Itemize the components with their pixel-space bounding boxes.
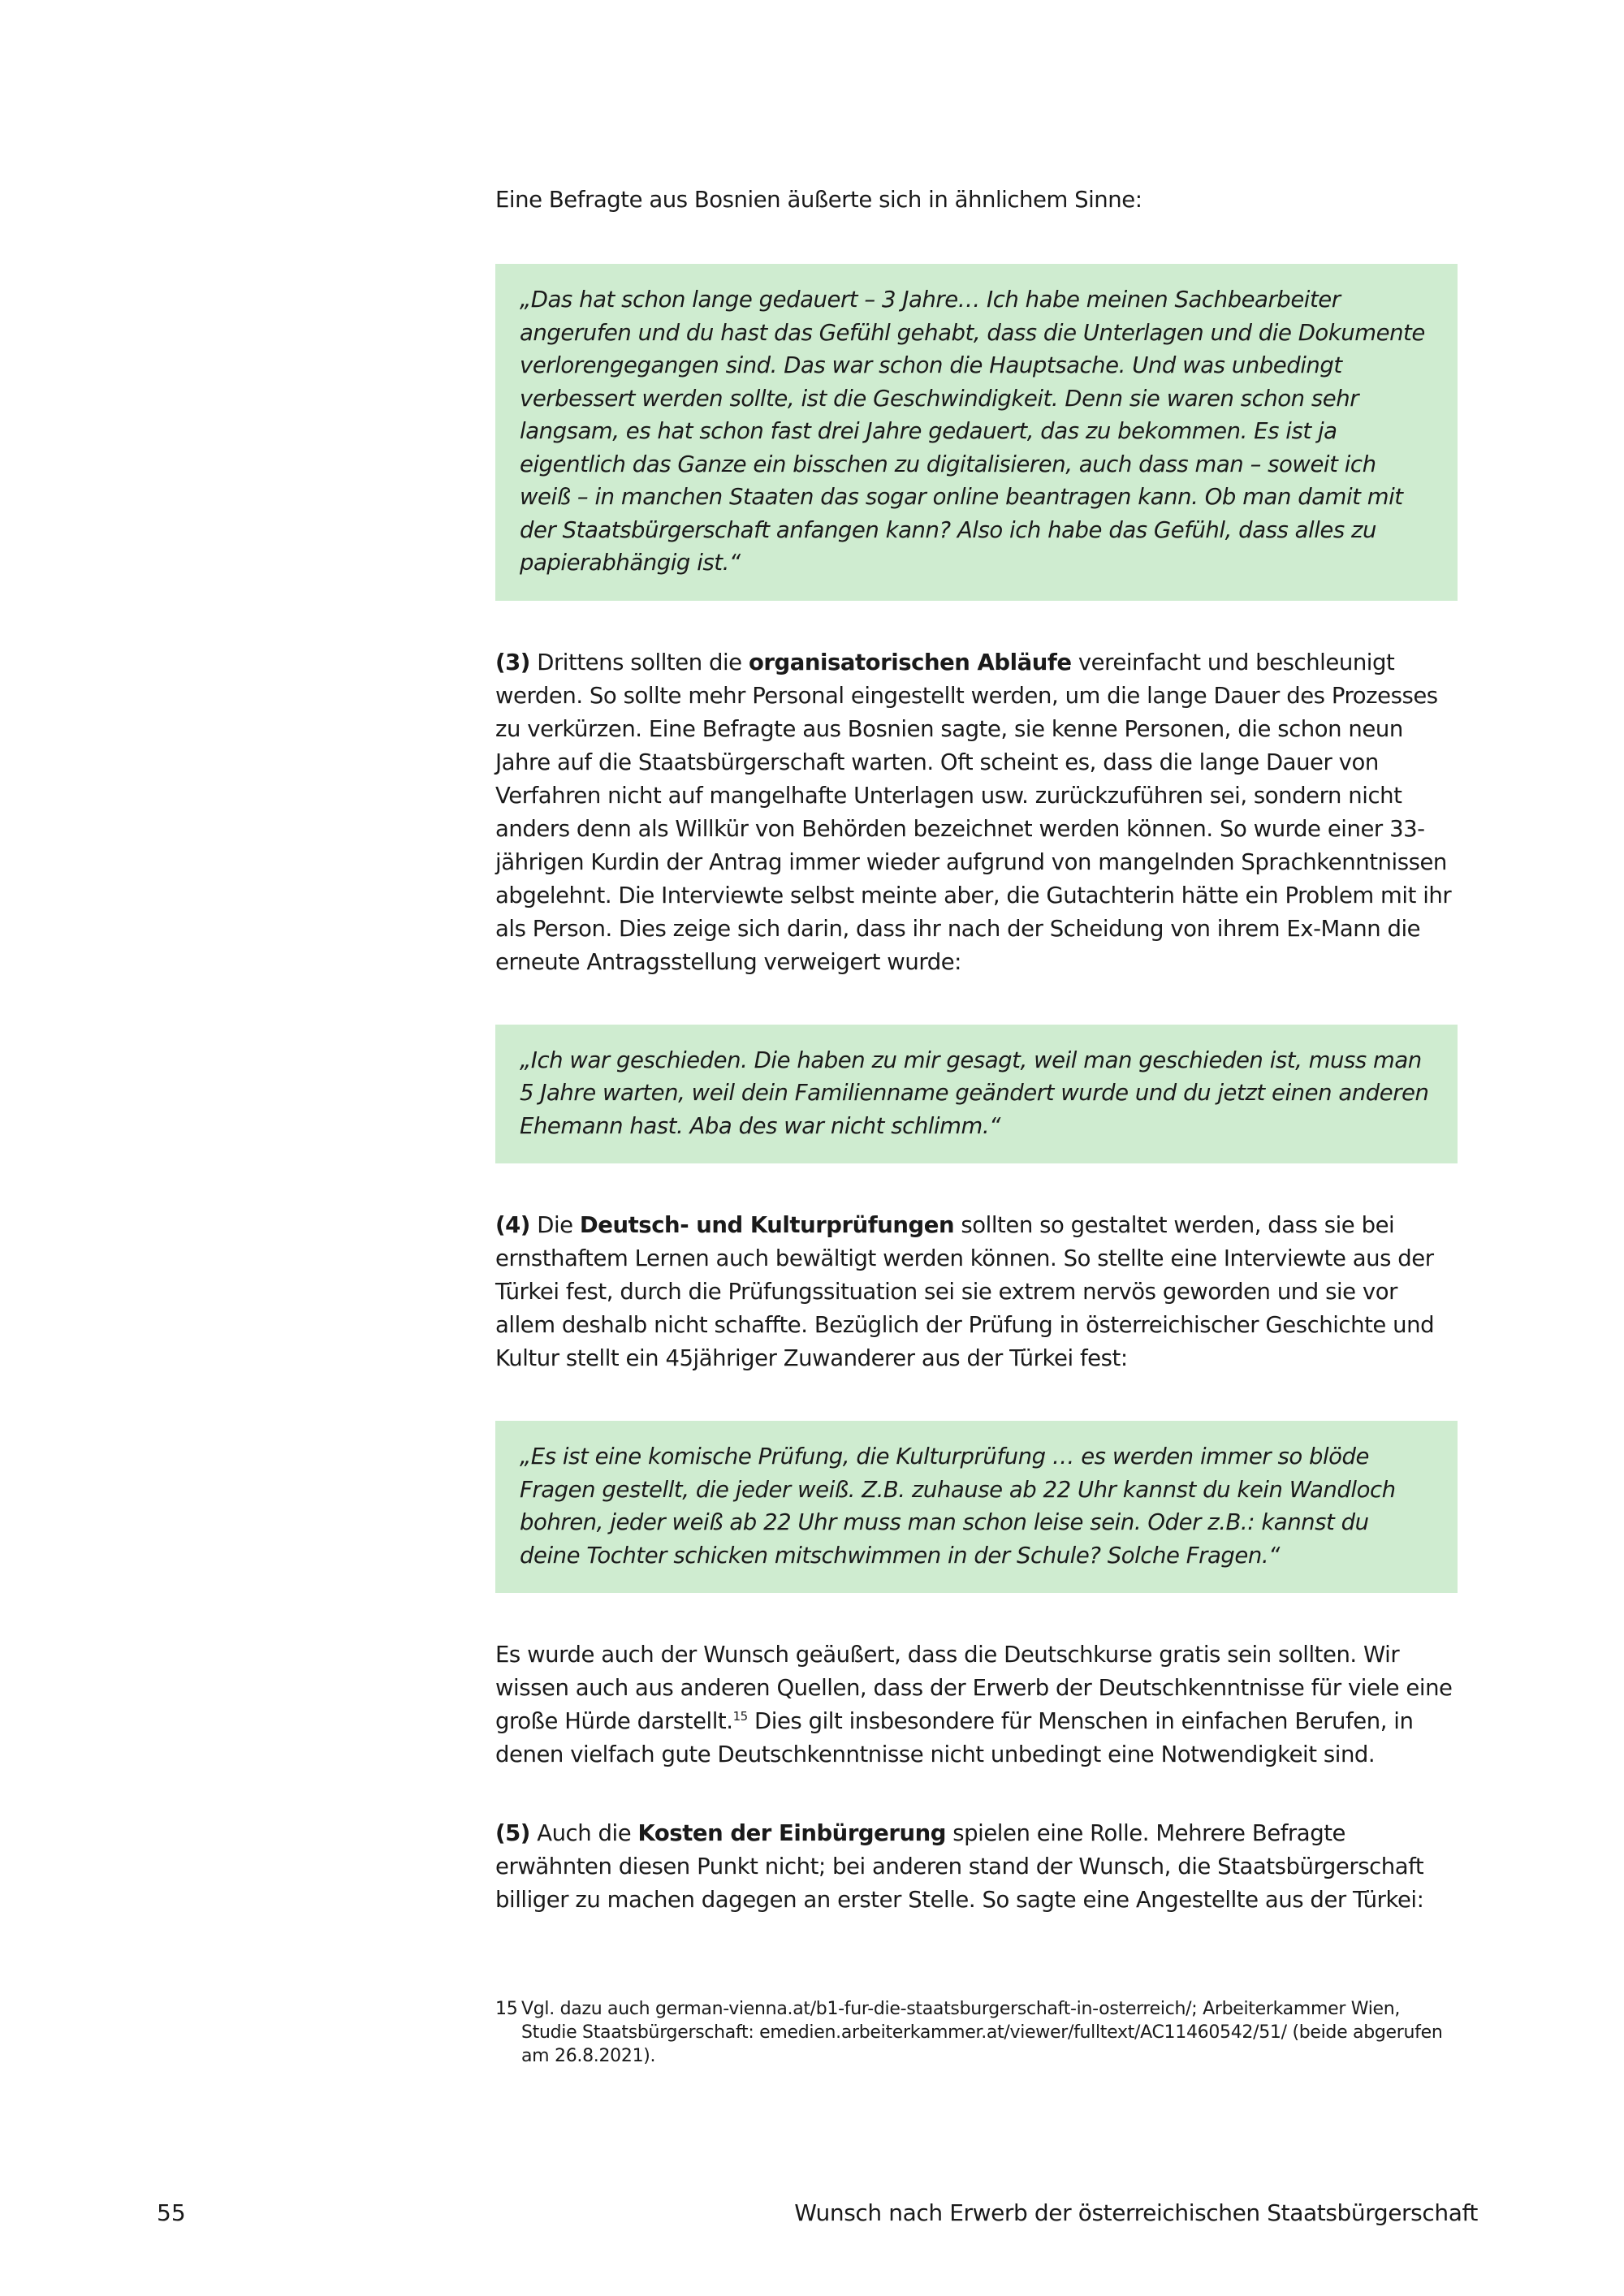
page-number: 55 bbox=[157, 2199, 186, 2226]
paragraph-4-number: (4) bbox=[495, 1212, 530, 1238]
paragraph-4-keyword: Deutsch- und Kulturprüfungen bbox=[579, 1212, 955, 1238]
paragraph-3-lead: Drittens sollten die bbox=[529, 649, 749, 675]
quote-block-2 bbox=[495, 1025, 1458, 1164]
running-title: Wunsch nach Erwerb der österreichischen Staatsbürgerschaft bbox=[794, 2199, 1478, 2226]
quote-text-1: „Das hat schon lange gedauert – 3 Jahre… Ich habe meinen Sachbearbeiter angerufen und du hast das Gefühl gehabt, dass die Unterlagen und die Dokumente verlorengegangen sind. Das war schon die Hauptsache. Und was unbedingt verbessert werden sollte, ist die Geschwindigkeit. Denn sie waren schon sehr langsam, es hat schon fast drei Jahre gedauert, das zu bekommen. Es ist ja eigentlich das Ganze ein bisschen zu digitalisieren, auch dass man – soweit ich weiß – in manchen Staaten das sogar online beantragen kann. Ob man damit mit der Staatsbürgerschaft anfangen kann? Also ich habe das Gefühl, dass alles zu papierabhängig ist.“ bbox=[520, 287, 1425, 576]
quote-block-3 bbox=[495, 1421, 1458, 1593]
footnote-reference[interactable]: 15 bbox=[732, 1708, 748, 1724]
paragraph-wish bbox=[495, 1638, 1458, 1772]
paragraph-wish-text-rest: Dies gilt insbesondere für Menschen in einfachen Berufen, in denen vielfach gute Deutschkenntnisse nicht unbedingt eine Notwendigkeit sind. bbox=[495, 1708, 1414, 1767]
quote-text-3: „Es ist eine komische Prüfung, die Kulturprüfung … es werden immer so blöde Fragen gestellt, die jeder weiß. Z.B. zuhause ab 22 Uhr kannst du kein Wandloch bohren, jeder weiß ab 22 Uhr muss man schon leise sein. Oder z.B.: kannst du deine Tochter schicken mitschwimmen in der Schule? Solche Fragen.“ bbox=[520, 1444, 1396, 1569]
paragraph-5-text: spielen eine Rolle. Mehrere Befragte erwähnten diesen Punkt nicht; bei anderen stand der Wunsch, die Staatsbürgerschaft billiger zu machen dagegen an erster Stelle. So sagte eine Angestellte aus der Türkei: bbox=[495, 1820, 1424, 1913]
paragraph-5-lead: Auch die bbox=[529, 1820, 638, 1846]
paragraph-wish-text: Es wurde auch der Wunsch geäußert, dass die Deutschkurse gratis sein sollten. Wir wissen auch aus anderen Quellen, dass der Erwerb der Deutschkenntnisse für viele eine große Hürde darstellt. bbox=[495, 1642, 1453, 1734]
main-content bbox=[495, 183, 1458, 1917]
paragraph-5-number: (5) bbox=[495, 1820, 530, 1846]
footnote bbox=[495, 1997, 1458, 2068]
paragraph-4-lead: Die bbox=[529, 1212, 580, 1238]
paragraph-3-number: (3) bbox=[495, 649, 530, 675]
footnote-number: 15 bbox=[495, 1999, 518, 2019]
quote-block-1 bbox=[495, 264, 1458, 601]
paragraph-3-keyword: organisatorischen Abläufe bbox=[748, 649, 1072, 675]
paragraph-5-keyword: Kosten der Einbürgerung bbox=[637, 1820, 946, 1846]
paragraph-3-text: vereinfacht und beschleunigt werden. So sollte mehr Personal eingestellt werden, um die lange Dauer des Prozesses zu verkürzen. Eine Befragte aus Bosnien sagte, sie kenne Personen, die schon neun Jahre auf die Staatsbürgerschaft warten. Oft scheint es, dass die lange Dauer von Verfahren nicht auf mangelhafte Unterlagen usw. zurückzuführen sei, sondern nicht anders denn als Willkür von Behörden bezeichnet werden können. So wurde einer 33-jährigen Kurdin der Antrag immer wieder aufgrund von mangelnden Sprachkenntnissen abgelehnt. Die Interviewte selbst meinte aber, die Gutachterin hätte ein Problem mit ihr als Person. Dies zeige sich darin, dass ihr nach der Scheidung von ihrem Ex-Mann die erneute Antragsstellung verweigert wurde: bbox=[495, 649, 1452, 975]
paragraph-4 bbox=[495, 1209, 1458, 1375]
paragraph-4-text: sollten so gestaltet werden, dass sie bei ernsthaftem Lernen auch bewältigt werden können. So stellte eine Interviewte aus der Türkei fest, durch die Prüfungssituation sei sie extrem nervös geworden und sie vor allem deshalb nicht schaffte. Bezüglich der Prüfung in österreichischer Geschichte und Kultur stellt ein 45jähriger Zuwanderer aus der Türkei fest: bbox=[495, 1212, 1435, 1371]
quote-text-2: „Ich war geschieden. Die haben zu mir gesagt, weil man geschieden ist, muss man 5 Jahre warten, weil dein Familienname geändert wurde und du jetzt einen anderen Ehemann hast. Aba des war nicht schlimm.“ bbox=[520, 1047, 1429, 1139]
paragraph-5 bbox=[495, 1817, 1458, 1917]
footnote-text: Vgl. dazu auch german-vienna.at/b1-fur-die-staatsburgerschaft-in-osterreich/; Arbeiterkammer Wien, Studie Staatsbürgerschaft: emedien.arbeiterkammer.at/viewer/fulltext/AC11460542/51/ (beide abgerufen am 26.8.2021). bbox=[521, 1999, 1443, 2066]
paragraph-3 bbox=[495, 646, 1458, 979]
intro-paragraph: Eine Befragte aus Bosnien äußerte sich in ähnlichem Sinne: bbox=[495, 187, 1142, 213]
